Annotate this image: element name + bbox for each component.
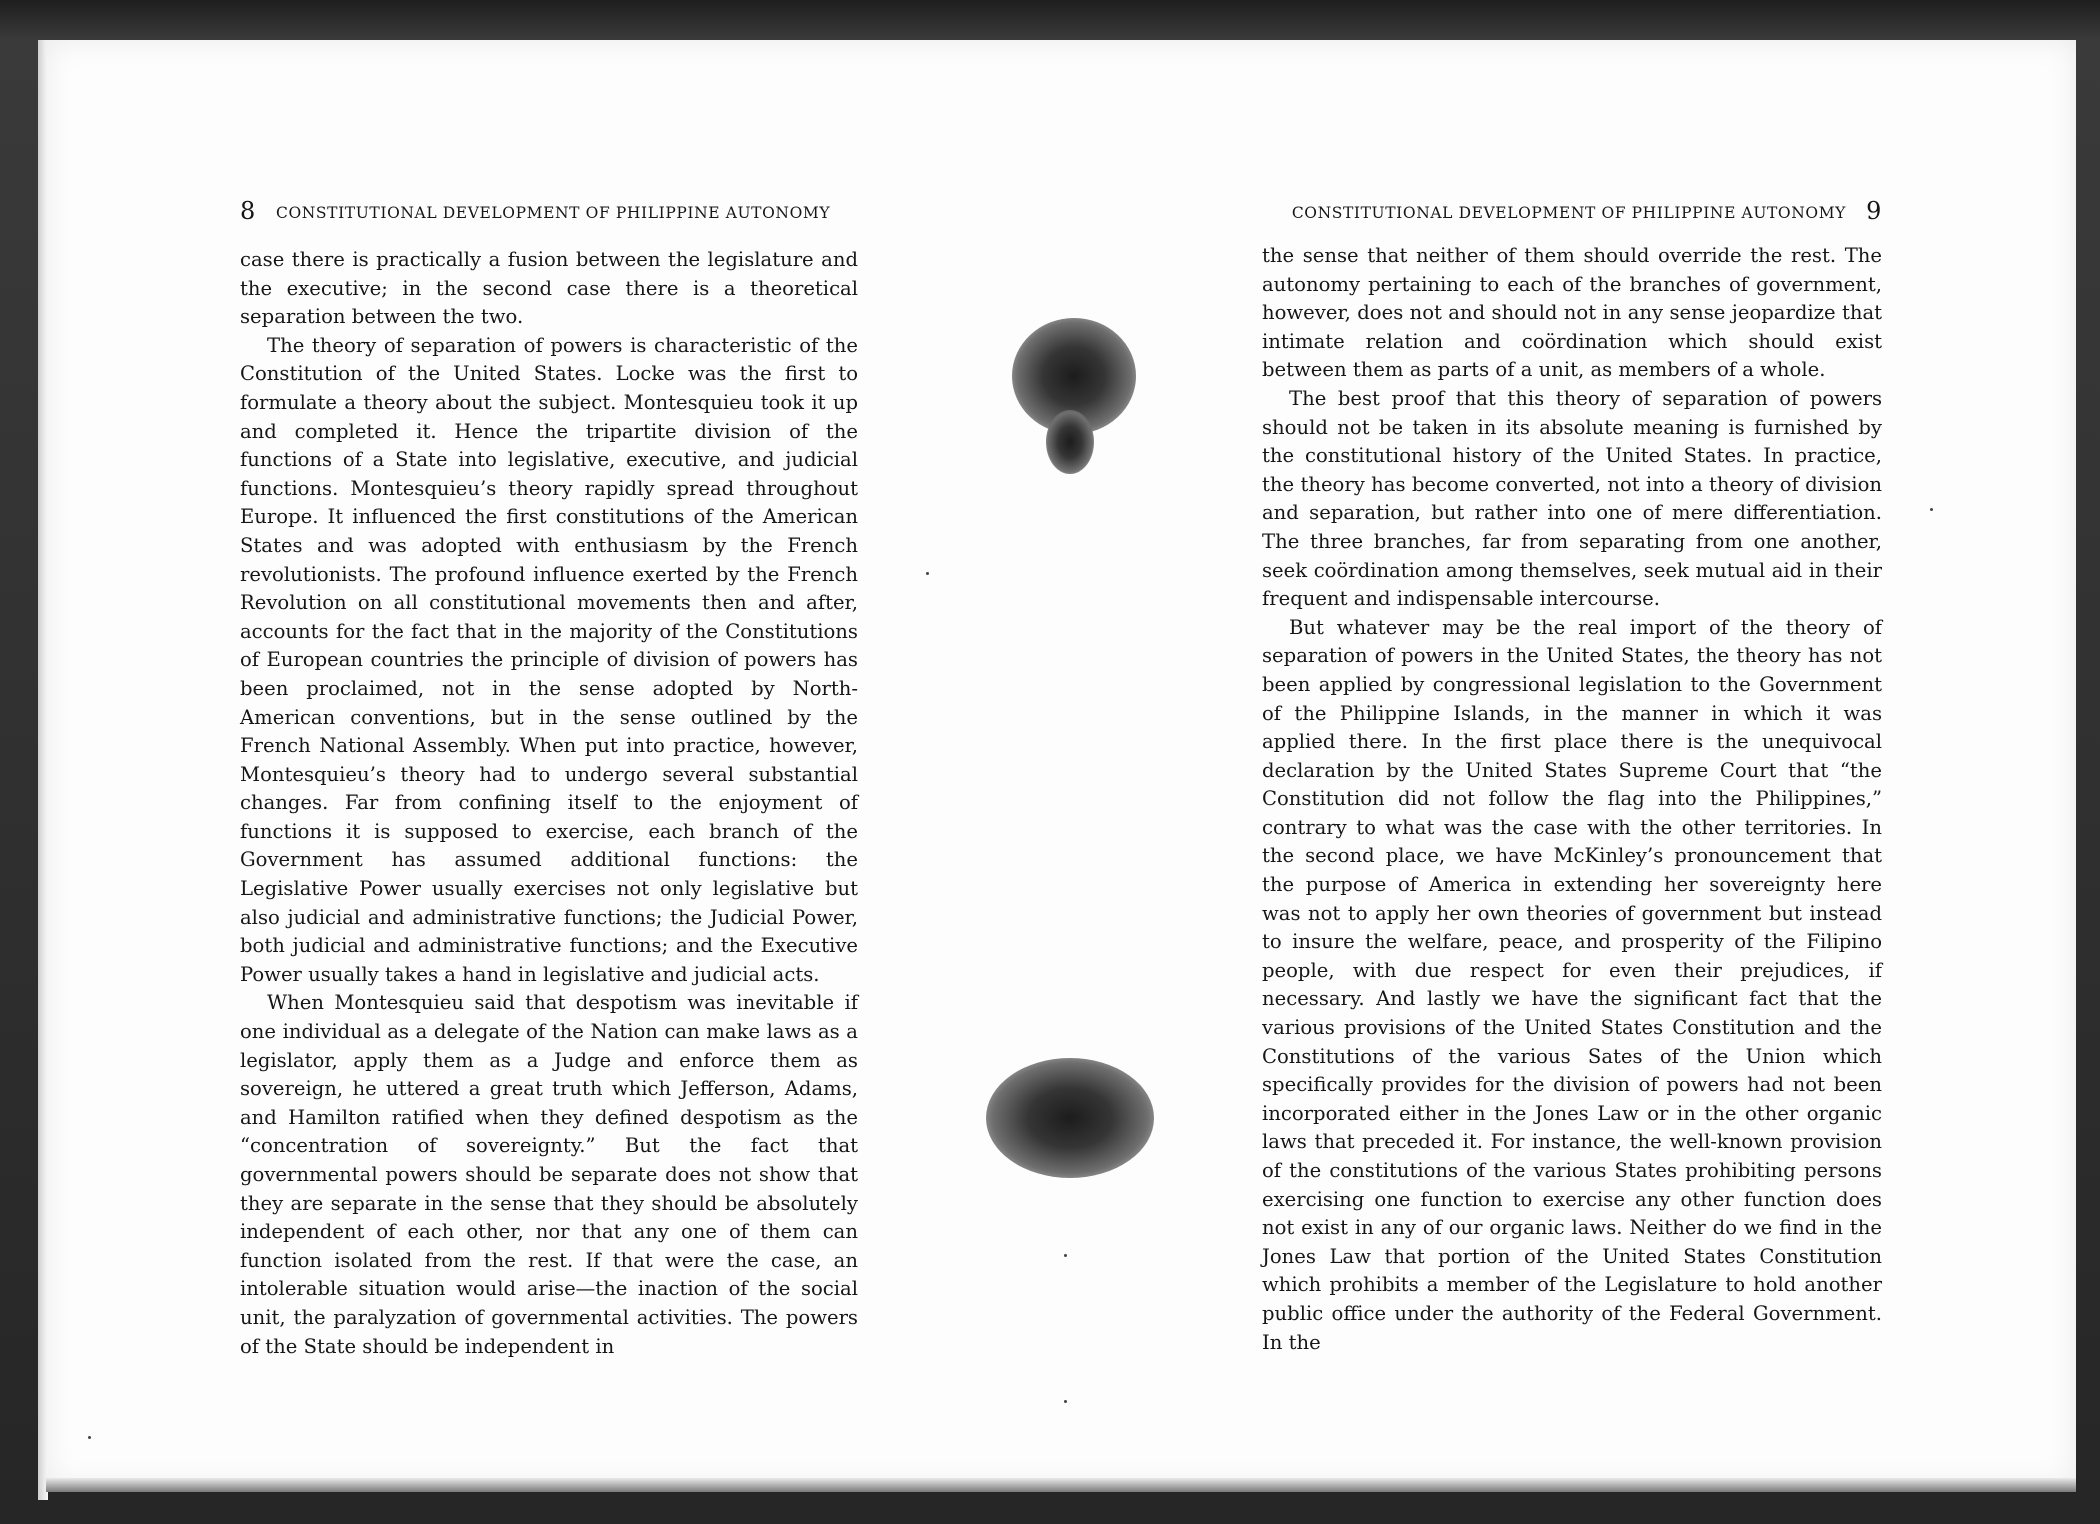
- paragraph: When Montesquieu said that despotism was inevitable if one individual as a delegate of the Nation can make laws as a legislator, apply them as a Judge and enforce them as sovereign, he uttered a great truth which Jefferson, Adams, and Hamilton ratified when they defined despotism as the “concentration of sovereignty.” But the fact that governmental powers should be separate does not show that they are separate in the sense that they should be absolutely independent of each other, nor that any one of them can function isolated from the rest. If that were the case, an intolerable situation would arise—the inaction of the social unit, the paralyzation of governmental activities. The powers of the State should be independent in: [240, 991, 858, 1358]
- paragraph: The best proof that this theory of separation of powers should not be taken in its absolute meaning is furnished by the constitutional history of the United States. In practice, the theory has become converted, not into a theory of division and separation, but rather into one of mere differentiation. The three branches, far from separating from one another, seek coördination among themselves, seek mutual aid in their frequent and indispensable intercourse.: [1262, 386, 1882, 611]
- speck: [1064, 1254, 1067, 1257]
- paragraph: The theory of separation of powers is characteristic of the Constitution of the United States. Locke was the first to formulate a theory about the subject. Montesquieu took it up and completed it. Hence the tripartite division of the functions of a State into legislative, executive, and judicial functions. Montesquieu’s theory rapidly spread throughout Europe. It influenced the first constitutions of the American States and was adopted with enthusiasm by the French revolutionists. The profound influence exerted by the French Revolution on all constitutional movements then and after, accounts for the fact that in the majority of the Constitutions of European countries the principle of division of powers has been proclaimed, not in the sense adopted by North-American conventions, but in the sense outlined by the French National Assembly. When put into practice, however, Montesquieu’s theory had to undergo several substantial changes. Far from confining itself to the enjoyment of functions it is supposed to exercise, each branch of the Government has assumed additional functions: the Legislative Power usually exercises not only legislative but also judicial and administrative functions; the Judicial Power, both judicial and administrative functions; and the Executive Power usually takes a hand in legislative and judicial acts.: [240, 333, 858, 986]
- speck: [88, 1436, 91, 1439]
- page-number: 8: [240, 197, 256, 225]
- running-head: CONSTITUTIONAL DEVELOPMENT OF PHILIPPINE AUTONOMY: [276, 204, 831, 222]
- left-page-body: [240, 246, 858, 1361]
- ink-blot-top-drip: [1046, 410, 1094, 474]
- paragraph: the sense that neither of them should override the rest. The autonomy pertaining to each of the branches of government, however, does not and should not in any sense jeopardize that intimate relation and coördination which should exist between them as parts of a unit, as members of a whole.: [1262, 244, 1882, 382]
- ink-blot-bottom: [986, 1058, 1154, 1178]
- paragraph: case there is practically a fusion between the legislature and the executive; in the second case there is a theoretical separation between the two.: [240, 248, 858, 329]
- paragraph: But whatever may be the real import of the theory of separation of powers in the United States, the theory has not been applied by congressional legislation to the Government of the Philippine Islands, in the manner in which it was applied there. In the first place there is the unequivocal declaration by the United States Supreme Court that “the Constitution did not follow the flag into the Philippines,” contrary to what was the case with the other territories. In the second place, we have McKinley’s pronouncement that the purpose of America in extending her sovereignty here was not to apply her own theories of government but instead to insure the welfare, peace, and prosperity of the Filipino people, with due respect for even their prejudices, if necessary. And lastly we have the significant fact that the various provisions of the United States Constitution and the Constitutions of the various Sates of the Union which specifically provides for the division of powers had not been incorporated either in the Jones Law or in the other organic laws that preceded it. For instance, the well-known provision of the constitutions of the various States prohibiting persons exercising one function to exercise any other function does not exist in any of our organic laws. Neither do we find in the Jones Law that portion of the United States Constitution which prohibits a member of the Legislature to hold another public office under the authority of the Federal Government. In the: [1262, 615, 1882, 1354]
- left-page-header: [240, 197, 858, 228]
- sheet-bottom-edge: [46, 1478, 2076, 1492]
- speck: [1064, 1400, 1067, 1403]
- page-number: 9: [1866, 197, 1882, 225]
- speck: [1930, 508, 1933, 511]
- right-page-body: [1262, 242, 1882, 1357]
- speck: [926, 572, 929, 575]
- running-head: CONSTITUTIONAL DEVELOPMENT OF PHILIPPINE AUTONOMY: [1291, 204, 1846, 222]
- right-page-header: [1262, 197, 1882, 228]
